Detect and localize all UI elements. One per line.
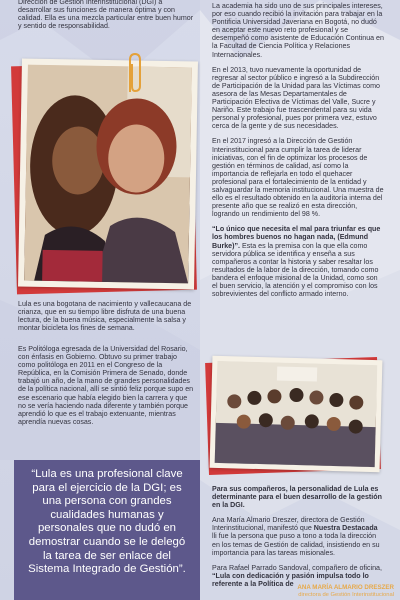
right-column <box>212 2 384 305</box>
intro-paragraph: Dirección de Gestión Interinstitucional (DGI) a desarrollar sus funciones de manera óptima y con calidad. Ella es una mezcla particular entre buen humor y sentido de responsabilidad. <box>18 0 194 31</box>
companions-heading: Para sus compañeros, la personalidad de Lula es determinante para el buen desarrollo de la gestión en la DGI. <box>212 485 382 510</box>
burke-explanation: Esta es la premisa con la que ella como servidora pública se identifica y enseña a sus compañeros a contar la historia y saber resaltar los resultados de la labor de la dirección, tomando como bandera el enfoque misional de la Unidad, como son el buen servicio, la atención y el compromiso con los sobrevivientes del conflicto armado interno. <box>212 241 379 299</box>
paragraph-director <box>212 516 384 556</box>
paperclip-icon <box>125 52 143 96</box>
group-photo <box>210 356 383 472</box>
caption-paragraph: Lula es una bogotana de nacimiento y vallecaucana de crianza, que en su tiempo libre disfruta de una buena lectura, de la buena música, especialmente la salsa y montar bicicleta los fines de semana. <box>18 300 192 333</box>
paragraph-companions <box>212 485 384 509</box>
paragraph-2017: En el 2017 ingresó a la Dirección de Gestión Interinstitucional para cumplir la tarea de liderar iniciativas, con el fin de optimizar los procesos de gestión en términos de calidad, así como la importancia de reflejarla en todo el quehacer profesional para el fortalecimiento de la entidad y salvaguardar la memoria institucional. Una muestra de ello es el resultado obtenido en la auditoría interna del presente año que se realizó en esta dirección, logrando un rendimiento del 98 %. <box>212 137 384 219</box>
paragraph-2013: En el 2013, tuvo nuevamente la oportunidad de regresar al sector público e ingresó a la Subdirección de Participación de la Unidad para las Víctimas como asesora de las Mesas Departamentales de Participación Efectiva de Víctimas del Valle, Sucre y Nariño. Este trabajo fue trascendental para su vida personal y profesional, pues por primera vez, estuvo cerca de la gente y de sus necesidades. <box>212 65 380 131</box>
portrait-photo-frame <box>8 60 194 295</box>
paragraph-burke <box>212 225 384 298</box>
paragraph-rafael <box>212 564 384 588</box>
rafael-bold: “Lula con dedicación y pasión impulsa todo lo referente a la Política de <box>212 571 369 588</box>
director-text-end: lli fue la persona que puso a tono a toda la dirección en los temas de Gestión de calidad, insistiendo en su importancia para las tareas misionales. <box>212 532 380 557</box>
portrait-photo <box>18 58 198 289</box>
group-photo-frame <box>207 358 383 476</box>
director-bold: Nuestra Destacada <box>313 524 378 533</box>
director-text-start: Ana María Almario Dreszer, directora de Gestión Interinstitucional, manifestó que <box>212 516 365 533</box>
quote-author: ANA MARÍA ALMARIO DRESZER <box>297 584 394 591</box>
rafael-text-start: Para Rafael Parrado Sandoval, compañero de oficina, <box>212 563 382 572</box>
pull-quote-text: “Lula es una profesional clave para el ejercicio de la DGI; es una persona con grandes cualidades humanas y personales que no dudó en demostrar cuando se le delegó la tarea de ser enlace del Sistema Integrado de Gestión”. <box>28 468 186 576</box>
paragraph-academia: La academia ha sido uno de sus principales intereses, por eso cuando recibió la invitación para trabajar en la Pontificia Universidad Javeriana en Bogotá, no dudó en aceptar este nuevo reto profesional y se desempeñó como asistente de Educación Continua en la Facultad de Ciencia Política y Relaciones Internacionales. <box>212 2 384 59</box>
pull-quote-box <box>14 460 200 600</box>
burke-quote: “Lo único que necesita el mal para triunfar es que los hombres buenos no hagan nada, (Edmund Burke)”. <box>212 225 381 250</box>
right-column-lower <box>212 485 384 595</box>
quote-author-role: directora de Gestión Interinstitucional <box>298 592 394 598</box>
career-paragraph: Es Politóloga egresada de la Universidad del Rosario, con énfasis en Gobierno. Obtuvo su primer trabajo como politóloga en 2011 en el Congreso de la República, en la Comisión Primera de Senado, donde trabajó un año, de la mano de grandes personalidades de la política nacional, allí se sintió feliz porque supo en ese escenario que había elegido bien la carrera y que no se vería haciendo nada diferente y también porque aprendió lo que es el trabajo extenuante, mientras aprendía nuevas cosas. <box>18 345 194 426</box>
group-illustration <box>215 361 378 467</box>
portrait-illustration <box>24 65 192 284</box>
